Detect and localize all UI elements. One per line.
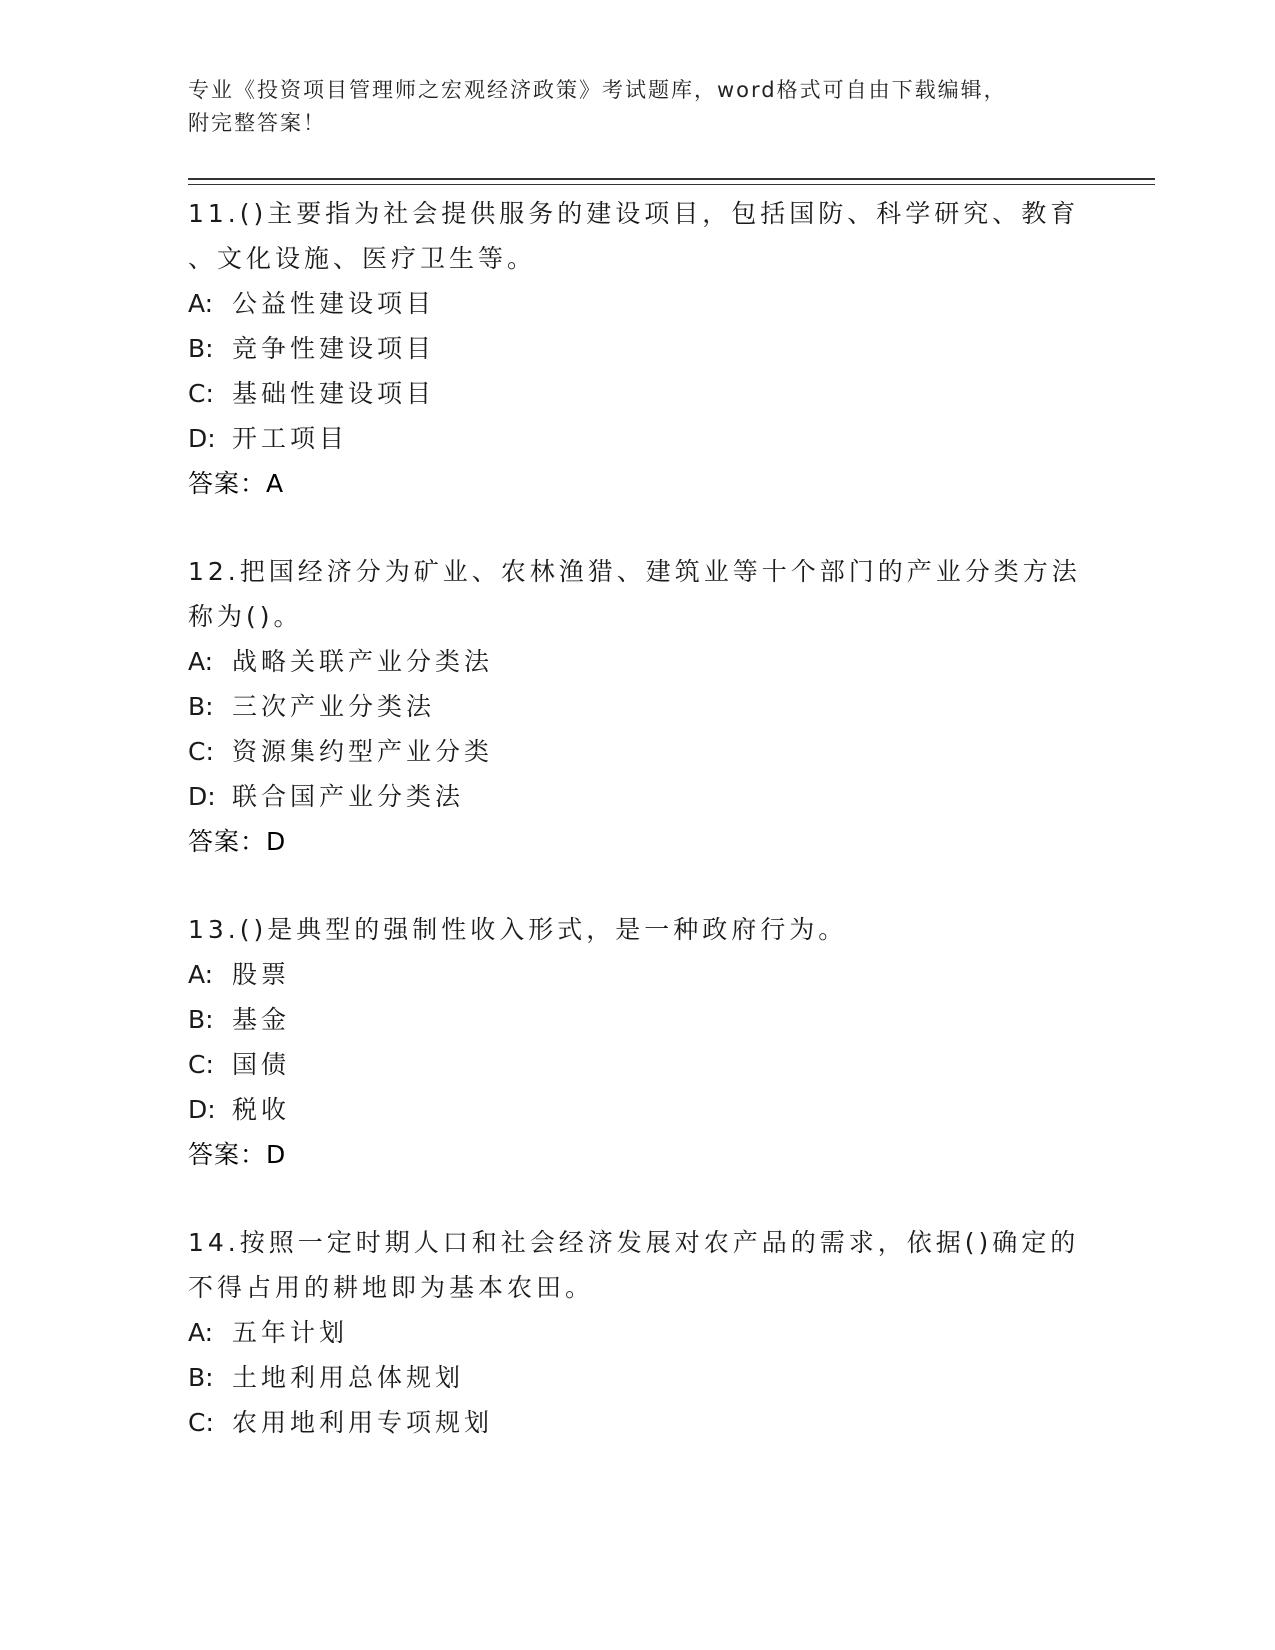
question-stem-line: 称为()。 [188, 602, 303, 631]
option-key: B: [188, 1363, 214, 1392]
option-text: 农用地利用专项规划 [232, 1408, 494, 1437]
header-line-1: 专业《投资项目管理师之宏观经济政策》考试题库，word格式可自由下载编辑， [188, 78, 1007, 102]
option-text: 联合国产业分类法 [232, 782, 465, 811]
option-key: D: [188, 782, 216, 811]
question-13 [188, 907, 1088, 1177]
option-key: B: [188, 692, 214, 721]
option-key: D: [188, 1095, 216, 1124]
option-text: 基础性建设项目 [232, 379, 436, 408]
option-c [188, 1042, 1088, 1087]
option-key: D: [188, 424, 216, 453]
question-stem-line: 不得占用的耕地即为基本农田。 [188, 1273, 595, 1302]
answer-line: 答案：D [188, 1140, 287, 1169]
question-stem-line: 11.()主要指为社会提供服务的建设项目，包括国防、科学研究、教育 [188, 199, 1080, 228]
option-b [188, 997, 1088, 1042]
option-text: 国债 [232, 1050, 291, 1079]
option-c [188, 371, 1088, 416]
option-key: C: [188, 1050, 214, 1079]
option-text: 战略关联产业分类法 [232, 647, 494, 676]
option-a [188, 1310, 1088, 1355]
option-a [188, 281, 1088, 326]
question-stem-line: 14.按照一定时期人口和社会经济发展对农产品的需求，依据()确定的 [188, 1228, 1080, 1257]
option-key: B: [188, 1005, 214, 1034]
option-key: A: [188, 1318, 214, 1347]
question-stem-line: 12.把国经济分为矿业、农林渔猎、建筑业等十个部门的产业分类方法 [188, 557, 1081, 586]
answer-line: 答案：A [188, 469, 285, 498]
question-stem-line: 13.()是典型的强制性收入形式，是一种政府行为。 [188, 915, 848, 944]
option-d [188, 1087, 1088, 1132]
option-b [188, 684, 1088, 729]
option-text: 股票 [232, 960, 291, 989]
option-text: 竞争性建设项目 [232, 334, 436, 363]
option-key: A: [188, 647, 214, 676]
option-key: B: [188, 334, 214, 363]
option-key: C: [188, 379, 214, 408]
option-text: 基金 [232, 1005, 291, 1034]
option-text: 税收 [232, 1095, 291, 1124]
option-b [188, 326, 1088, 371]
option-text: 五年计划 [232, 1318, 349, 1347]
option-text: 公益性建设项目 [232, 289, 436, 318]
question-14 [188, 1220, 1088, 1445]
document-header [188, 74, 1088, 140]
option-c [188, 1400, 1088, 1445]
question-11 [188, 191, 1088, 506]
option-b [188, 1355, 1088, 1400]
option-d [188, 416, 1088, 461]
option-text: 开工项目 [232, 424, 349, 453]
header-line-2: 附完整答案！ [188, 111, 326, 135]
option-c [188, 729, 1088, 774]
option-key: C: [188, 737, 214, 766]
question-list [188, 191, 1088, 1488]
answer-line: 答案：D [188, 827, 287, 856]
header-divider-thick [188, 178, 1155, 180]
option-key: A: [188, 960, 214, 989]
header-divider-thin [188, 184, 1155, 185]
option-key: A: [188, 289, 214, 318]
option-key: C: [188, 1408, 214, 1437]
option-text: 土地利用总体规划 [232, 1363, 465, 1392]
option-text: 三次产业分类法 [232, 692, 436, 721]
question-stem-line: 、文化设施、医疗卫生等。 [188, 244, 537, 273]
question-12 [188, 549, 1088, 864]
option-d [188, 774, 1088, 819]
option-text: 资源集约型产业分类 [232, 737, 494, 766]
option-a [188, 952, 1088, 997]
option-a [188, 639, 1088, 684]
